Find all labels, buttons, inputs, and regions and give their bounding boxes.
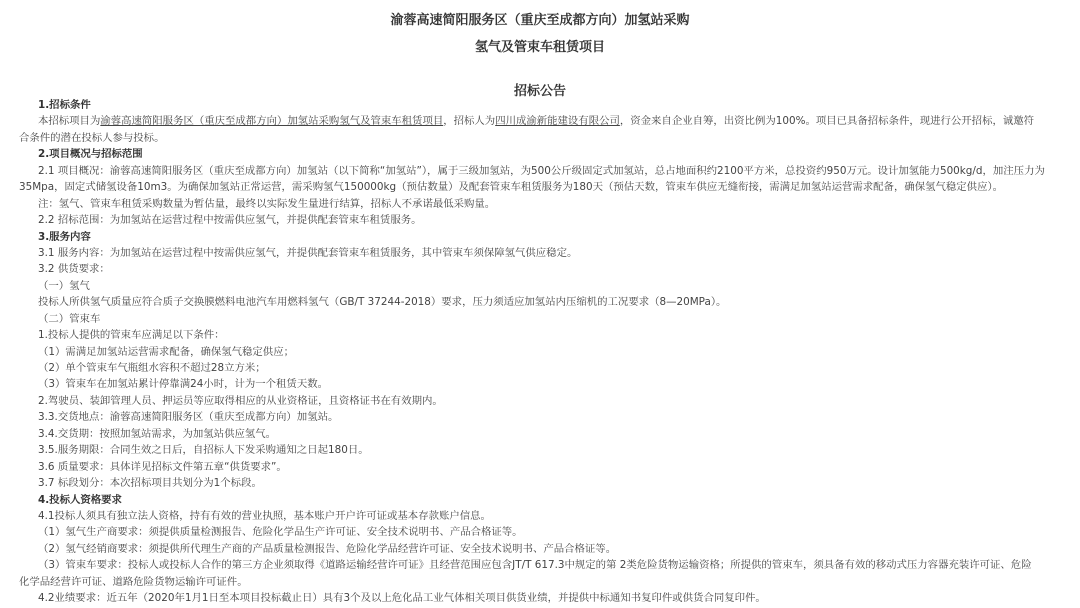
subheading-hydrogen: （一）氢气: [38, 279, 90, 292]
paragraph-line: 投标人所供氢气质量应符合质子交换膜燃料电池汽车用燃料氢气（GB/T 37244-2018）要求，压力须适应加氢站内压缩机的工况要求（8—20MPa）。: [38, 296, 727, 309]
list-item: （2）氢气经销商要求：须提供所代理生产商的产品质量检测报告、危险化学品经营许可证、安全技术说明书、产品合格证等。: [38, 542, 617, 555]
section-heading-service: 3.服务内容: [38, 230, 91, 243]
tenderer-name-link: 四川成渝新能建设有限公司: [495, 115, 620, 128]
paragraph-line: 3.5.服务期限：合同生效之日后，自招标人下发采购通知之日起180日。: [38, 444, 369, 457]
list-item: （1）氢气生产商要求：须提供质量检测报告、危险化学品生产许可证、安全技术说明书、产品合格证等。: [38, 526, 523, 539]
list-item: （3）管束车在加氢站累计停靠满24小时，计为一个租赁天数。: [38, 378, 328, 391]
paragraph-line: 3.1 服务内容：为加氢站在运营过程中按需供应氢气，并提供配套管束车租赁服务，其中管束车须保障氢气供应稳定。: [38, 246, 578, 259]
paragraph-line: 4.1投标人须具有独立法人资格，持有有效的营业执照，基本账户开户许可证或基本存款账户信息。: [38, 509, 491, 522]
project-name-link: 渝蓉高速简阳服务区（重庆至成都方向）加氢站采购氢气及管束车租赁项目: [100, 115, 444, 128]
subheading-tube-trailer: （二）管束车: [38, 312, 101, 325]
project-title-line2: 氢气及管束车租赁项目: [474, 40, 605, 55]
paragraph-line: 3.6 质量要求：具体详见招标文件第五章“供货要求”。: [38, 460, 287, 473]
paragraph-line: 3.2 供货要求：: [38, 263, 110, 276]
list-item: （3）管束车要求：投标人或投标人合作的第三方企业须取得《道路运输经营许可证》且经营范围应包含JT/T 617.3中规定的第 2类危险货物运输资格；所提供的管束车，须具备有效的移动式压力容器充装许可证、危险: [38, 559, 1032, 572]
paragraph-tender-conditions: [0, 113, 1080, 129]
paragraph-line: 化学品经营许可证、道路危险货物运输许可证件。: [19, 575, 248, 588]
section-heading-qualification: 4.投标人资格要求: [38, 493, 122, 506]
section-heading-overview: 2.项目概况与招标范围: [38, 148, 143, 161]
paragraph-line: 3.4.交货期：按照加氢站需求，为加氢站供应氢气。: [38, 427, 277, 440]
notice-body: [0, 97, 1080, 607]
paragraph-line: 3.3.交货地点：渝蓉高速简阳服务区（重庆至成都方向）加氢站。: [38, 411, 339, 424]
note-line: 注：氢气、管束车租赁采购数量为暂估量，最终以实际发生量进行结算，招标人不承诺最低采购量。: [38, 197, 496, 210]
paragraph-scope: 2.2 招标范围：为加氢站在运营过程中按需供应氢气，并提供配套管束车租赁服务。: [38, 214, 422, 227]
section-heading-tender-conditions: 1.招标条件: [38, 99, 91, 111]
list-item: （2）单个管束车气瓶组水容积不超过28立方米；: [38, 362, 266, 374]
paragraph-line: 合条件的潜在投标人参与投标。: [19, 131, 165, 144]
text-segment: ，招标人为: [443, 115, 496, 128]
paragraph-line: 1.投标人提供的管束车应满足以下条件：: [38, 329, 225, 342]
paragraph-line: 3.7 标段划分：本次招标项目共划分为1个标段。: [38, 477, 262, 490]
text-segment: 本招标项目为: [38, 115, 101, 128]
text-segment: ，资金来自企业自筹，出资比例为100%。项目已具备招标条件，现进行公开招标，诚邀符: [619, 115, 1035, 128]
paragraph-line: 35Mpa，固定式储氢设备10m3。为确保加氢站正常运营，需采购氢气150000kg（预估数量）及配套管束车租赁服务为180天（预估天数，管束车供应无缝衔接，需满足加氢站运营需求配备，确保氢气稳定供应）。: [19, 181, 1004, 194]
paragraph-line: 2.驾驶员、装卸管理人员、押运员等应取得相应的从业资格证，且资格证书在有效期内。: [38, 394, 443, 407]
project-title-line1: 渝蓉高速简阳服务区（重庆至成都方向）加氢站采购: [390, 13, 690, 28]
notice-title: 招标公告: [513, 84, 566, 99]
paragraph-line: 4.2业绩要求：近五年（2020年1月1日至本项目投标截止日）具有3个及以上危化品工业气体相关项目供货业绩，并提供中标通知书复印件或供货合同复印件。: [38, 592, 766, 605]
list-item: （1）需满足加氢站运营需求配备，确保氢气稳定供应；: [38, 345, 294, 358]
paragraph-overview: 2.1 项目概况：渝蓉高速简阳服务区（重庆至成都方向）加氢站（以下简称“加氢站”），属于三级加氢站，为500公斤级固定式加氢站，总占地面积约2100平方米，总投资约950万元。设计加氢能力500kg/d，加注压力为: [38, 164, 1045, 177]
